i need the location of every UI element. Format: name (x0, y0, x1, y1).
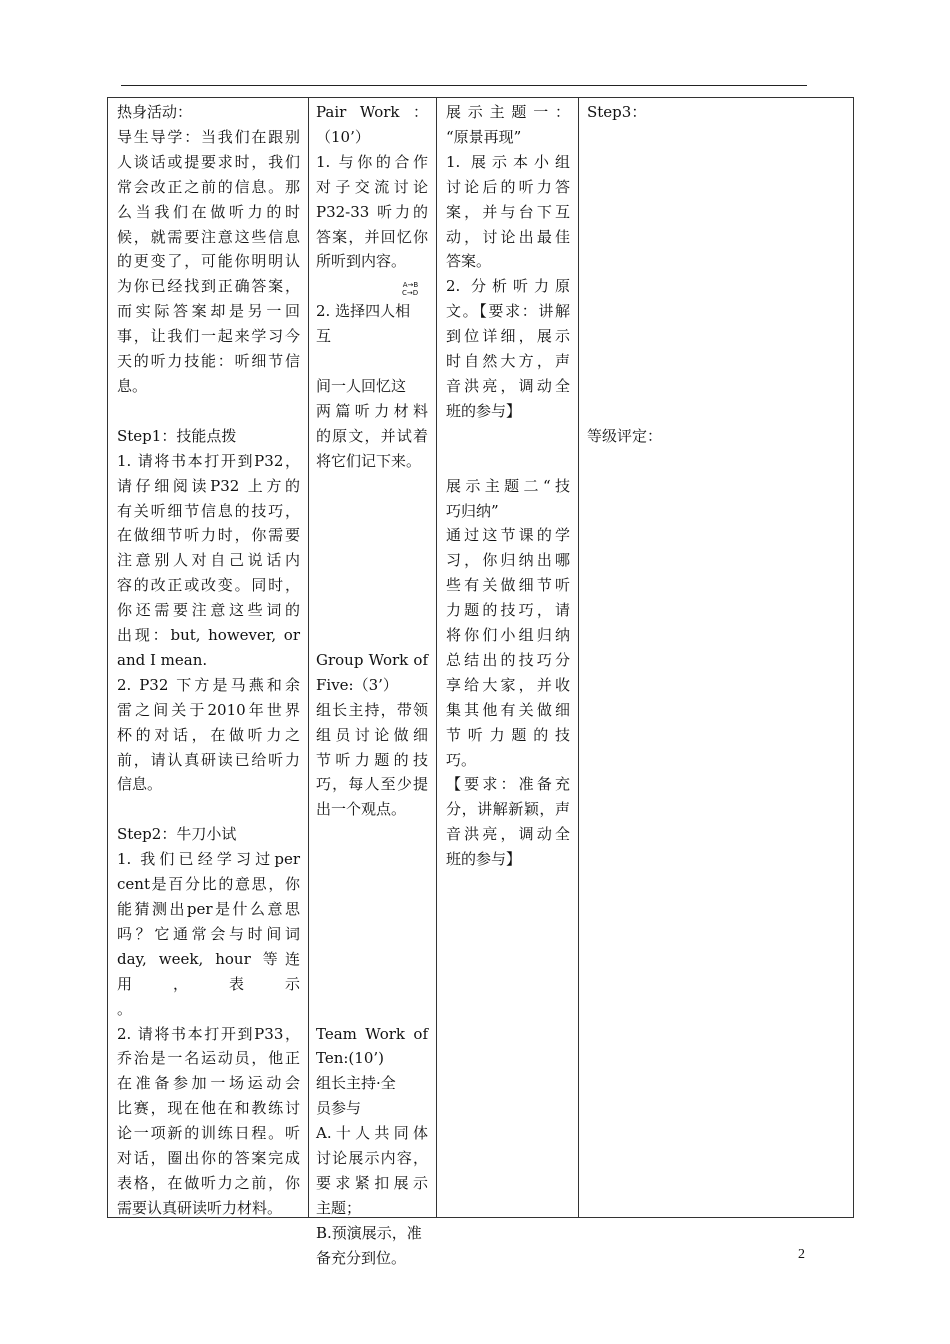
text-line (316, 349, 428, 374)
text-line: 两篇听力材料 (316, 401, 428, 420)
text-line (316, 548, 428, 573)
text-line: 能猜测出per是什么意思 (117, 900, 300, 918)
evaluation-column (587, 100, 707, 449)
text-line: Five:（3’） (316, 675, 398, 694)
text-line: 文。【要求：讲解 (446, 302, 570, 321)
text-line (587, 175, 707, 200)
text-line: 讨论展示内容， (316, 1149, 428, 1168)
text-line: 请仔细阅读P32 上方的 (117, 476, 300, 495)
text-line: 展示主题二“技 (446, 476, 570, 495)
text-line (587, 225, 707, 250)
text-line (316, 897, 428, 922)
text-line: 时自然大方，声 (446, 352, 570, 371)
text-line: 班的参与】 (446, 401, 522, 420)
text-line (316, 822, 428, 847)
text-line: 组员讨论做细 (316, 725, 428, 744)
text-line (316, 997, 428, 1022)
student-activity-column (117, 100, 300, 1221)
text-line: 候，就需要注意这些信息 (117, 227, 300, 246)
text-line (117, 399, 300, 424)
text-line: 1. 我们已经学习过per (117, 850, 300, 869)
text-line: 天的听力技能：听细节信 (117, 352, 300, 371)
text-line: 些有关做细节听 (446, 576, 570, 595)
group-work-column (316, 100, 428, 1271)
text-line (316, 474, 428, 499)
text-line (316, 847, 428, 872)
text-line: （10’） (316, 127, 370, 146)
text-line: 对话，圈出你的答案完成 (117, 1149, 300, 1168)
text-line: 用 ， 表 示 (117, 974, 300, 993)
text-line (316, 598, 428, 623)
text-line: day, week, hour 等连 (117, 949, 300, 968)
text-line: 组长主持，带领 (316, 700, 428, 719)
text-line: 习，你归纳出哪 (446, 551, 570, 570)
text-line (587, 399, 707, 424)
text-line: A.十人共同体 (316, 1124, 428, 1143)
text-line: 需要认真研读听力材料。 (117, 1198, 283, 1217)
text-line (587, 324, 707, 349)
text-line: Team Work of (316, 1024, 428, 1043)
column-divider (308, 98, 309, 1217)
text-line: 分，讲解新颖，声 (446, 800, 570, 819)
text-line: 2. 请将书本打开到P33， (117, 1024, 300, 1043)
text-line: 为你已经找到正确答案， (117, 277, 300, 296)
text-line: 节听力题的技 (316, 750, 428, 769)
text-line: 的原文，并试着 (316, 426, 428, 445)
text-line: 表格，在做听力之前，你 (117, 1173, 300, 1192)
arrow-note-line: C→D (402, 289, 419, 297)
text-line: 雷之间关于2010年世界 (117, 700, 300, 719)
text-line (117, 797, 300, 822)
text-line: 展示主题一： (446, 103, 570, 121)
text-line: 案，并与台下互 (446, 202, 570, 221)
page-number: 2 (798, 1247, 805, 1262)
text-line: 音洪亮，调动全 (446, 825, 570, 844)
text-line (587, 150, 707, 175)
text-line: 主题； (316, 1198, 362, 1217)
text-line: 巧。 (446, 750, 477, 769)
text-line: 将它们记下来。 (316, 451, 422, 470)
text-line (316, 573, 428, 598)
text-line: 而实际答案却是另一回 (117, 302, 300, 321)
text-line (587, 274, 707, 299)
text-line: cent是百分比的意思，你 (117, 875, 300, 894)
arrow-note (402, 281, 418, 297)
text-line (316, 972, 428, 997)
text-line: 注意别人对自己说话内 (117, 551, 300, 570)
text-line (316, 947, 428, 972)
text-line (587, 249, 707, 274)
text-line: 1. 请将书本打开到P32， (117, 451, 300, 470)
text-line: 的更变了，可能你明明认 (117, 252, 300, 271)
column-divider (436, 98, 437, 1217)
text-line: 有关听细节信息的技巧， (117, 501, 300, 520)
lesson-table (107, 97, 854, 1267)
text-line (316, 872, 428, 897)
text-line (587, 349, 707, 374)
text-line: Group Work of (316, 650, 428, 669)
text-line: 将你们小组归纳 (446, 626, 570, 645)
text-line: 备充分到位。 (316, 1248, 407, 1267)
text-line (316, 922, 428, 947)
text-line: 讨论后的听力答 (446, 177, 570, 196)
text-line: 在准备参加一场运动会 (117, 1074, 300, 1093)
text-line: 人谈话或提要求时，我们 (117, 152, 300, 171)
text-line: 容的改正或改变。同时， (117, 576, 300, 595)
text-line: 等级评定： (587, 426, 663, 445)
text-line: 节听力题的技 (446, 725, 570, 744)
text-line (446, 449, 570, 474)
text-line (587, 299, 707, 324)
text-line: 【要求：准备充 (446, 775, 570, 794)
text-line: 常会改正之前的信息。那 (117, 177, 300, 196)
arrow-note-line: A→B (402, 281, 419, 289)
text-line: 互 (316, 327, 332, 346)
text-line: 1. 展示本小组 (446, 152, 570, 171)
text-line (587, 374, 707, 399)
header-rule (121, 85, 807, 86)
text-line: B.预演展示，准 (316, 1223, 422, 1242)
text-line: 对子交流讨论 (316, 177, 428, 196)
text-line: 1. 与你的合作 (316, 152, 428, 171)
text-line: 巧归纳” (446, 501, 499, 520)
text-line: 员参与 (316, 1099, 362, 1118)
text-line: 到位详细，展示 (446, 327, 570, 346)
text-line: 所听到内容。 (316, 252, 407, 271)
text-line (446, 424, 570, 449)
text-line: 2. P32 下方是马燕和余 (117, 675, 300, 694)
text-line: 前，请认真研读已给听力 (117, 750, 300, 769)
text-line: 么当我们在做听力的时 (117, 202, 300, 221)
text-line: “原景再现” (446, 127, 522, 146)
text-line (316, 623, 428, 648)
text-line: 在做细节听力时，你需要 (117, 526, 300, 545)
text-line: 你还需要注意这些词的 (117, 601, 300, 620)
text-line: 答案，并回忆你 (316, 227, 428, 246)
text-line: 乔治是一名运动员，他正 (117, 1049, 300, 1068)
text-line: 组长主持·全 (316, 1074, 396, 1093)
text-line: 间一人回忆这 (316, 376, 407, 395)
text-line: and I mean. (117, 650, 208, 669)
text-line (316, 523, 428, 548)
text-line: Step3： (587, 103, 647, 121)
column-divider (578, 98, 579, 1217)
text-line (316, 499, 428, 524)
text-line: P32-33 听力的 (316, 202, 428, 221)
text-line: 集其他有关做细 (446, 700, 570, 719)
text-line: 事，让我们一起来学习今 (117, 327, 300, 346)
presentation-column (446, 100, 570, 872)
text-line: 息。 (117, 376, 148, 395)
text-line: 总结出的技巧分 (446, 650, 570, 669)
text-line: Pair Work ： (316, 103, 428, 121)
text-line: 巧，每人至少提 (316, 775, 428, 794)
text-line: Step1：技能点拨 (117, 426, 237, 445)
text-line: 通过这节课的学 (446, 526, 570, 545)
text-line: Step2：牛刀小试 (117, 825, 237, 844)
text-line: 导生导学：当我们在跟别 (117, 127, 300, 146)
text-line: 论一项新的训练日程。听 (117, 1124, 300, 1143)
text-line: 。 (117, 999, 133, 1018)
text-line: 音洪亮，调动全 (446, 376, 570, 395)
text-line: Ten:(10’) (316, 1049, 384, 1068)
text-line: 吗？它通常会与时间词 (117, 924, 300, 943)
text-line: 班的参与】 (446, 850, 522, 869)
text-line: 享给大家，并收 (446, 675, 570, 694)
text-line: 动，讨论出最佳 (446, 227, 570, 246)
text-line: 信息。 (117, 775, 163, 794)
text-line: 2. 分析听力原 (446, 277, 570, 296)
text-line (587, 200, 707, 225)
text-line: 出现：but, however, or (117, 626, 300, 645)
text-line: 要求紧扣展示 (316, 1173, 428, 1192)
text-line: 热身活动： (117, 103, 193, 121)
text-line: 力题的技巧，请 (446, 601, 570, 620)
text-line: 2. 选择四人相 (316, 302, 411, 321)
text-line: 比赛，现在他在和教练讨 (117, 1099, 300, 1118)
text-line: 答案。 (446, 252, 492, 271)
text-line: 出一个观点。 (316, 800, 407, 819)
text-line: 杯的对话，在做听力之 (117, 725, 300, 744)
text-line (587, 125, 707, 150)
